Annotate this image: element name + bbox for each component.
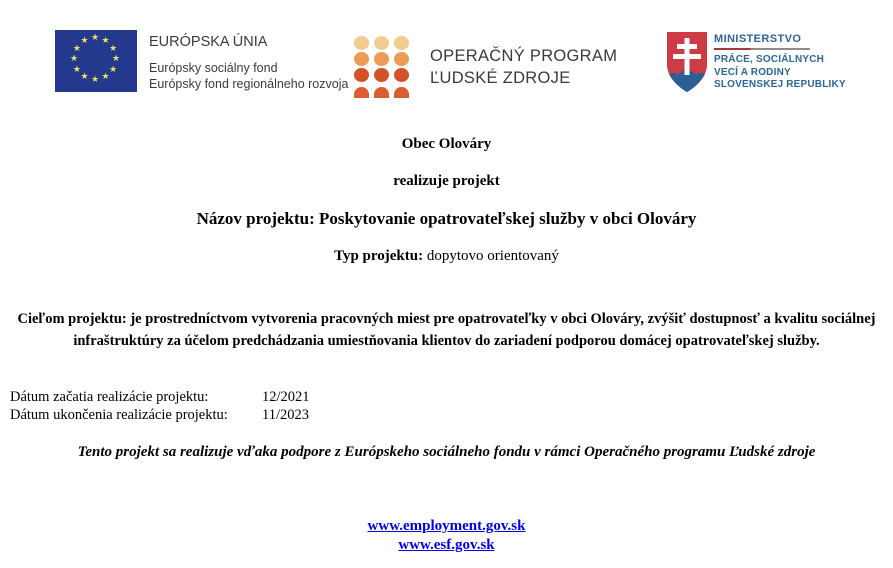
oplz-dot-icon: [374, 52, 389, 66]
project-type-line: [0, 248, 893, 265]
eu-flag-icon: [55, 30, 137, 92]
oplz-dot-icon: [354, 36, 369, 50]
eu-logo-text: [149, 30, 348, 92]
eu-star-icon: ★: [101, 35, 110, 46]
ministry-title: MINISTERSTVO: [714, 33, 802, 45]
project-type-value: dopytovo orientovaný: [426, 248, 559, 264]
project-type-label: Typ projektu:: [334, 248, 424, 264]
oplz-dot-icon: [354, 52, 369, 66]
eu-fund-line1: Európsky sociálny fond: [149, 61, 278, 75]
eu-fund-line2: Európsky fond regionálneho rozvoja: [149, 77, 349, 91]
project-goal-text: je prostredníctvom vytvorenia pracovných miest pre opatrovateľky v obci Olováry, zvýšiť dostupnosť a kvalitu sociálnej infraštruktúry za účelom predchádzania umiestňovania klientov do zariadení podporou domácej opatrovateľskej služby.: [73, 311, 876, 349]
eu-star-icon: ★: [101, 72, 110, 83]
eu-star-icon: ★: [109, 64, 118, 75]
eu-funds: [149, 60, 348, 92]
project-dates: [10, 388, 410, 424]
project-goal: [0, 309, 893, 352]
project-goal-label: Cieľom projektu:: [17, 311, 127, 327]
oplz-logo-text: [430, 45, 617, 89]
eu-title: EURÓPSKA ÚNIA: [149, 34, 268, 50]
eu-star-icon: ★: [70, 54, 79, 64]
eu-star-icon: ★: [91, 75, 100, 85]
project-title: Názov projektu: Poskytovanie opatrovateľskej služby v obci Olováry: [196, 209, 697, 228]
oplz-dot-icon: [394, 87, 409, 98]
end-date-label: Dátum ukončenia realizácie projektu:: [10, 407, 228, 423]
ministry-logo-text: [714, 33, 854, 92]
eu-star-icon: ★: [112, 54, 121, 64]
oplz-dot-icon: [394, 68, 409, 82]
eu-star-icon: ★: [91, 33, 100, 43]
ministry-divider: [714, 48, 810, 50]
eu-logo: [55, 30, 348, 92]
oplz-dot-icon: [394, 36, 409, 50]
esf-gov-link[interactable]: www.esf.gov.sk: [398, 536, 495, 553]
employment-gov-link[interactable]: www.employment.gov.sk: [367, 518, 526, 534]
ministry-subtitle: PRÁCE, SOCIÁLNYCH VECÍ A RODINY SLOVENSKEJ REPUBLIKY: [714, 54, 846, 90]
eu-star-icon: ★: [80, 35, 89, 46]
oplz-line2: ĽUDSKÉ ZDROJE: [430, 69, 571, 87]
oplz-dot-icon: [354, 87, 369, 98]
footer-links: [0, 517, 893, 554]
oplz-dot-icon: [374, 68, 389, 82]
eu-star-icon: ★: [72, 64, 81, 75]
oplz-dot-icon: [354, 68, 369, 82]
start-date-row: [10, 388, 410, 406]
eu-star-icon: ★: [109, 43, 118, 54]
intro-line: realizuje projekt: [393, 173, 500, 189]
start-date-label: Dátum začatia realizácie projektu:: [10, 389, 209, 405]
oplz-dot-icon: [374, 36, 389, 50]
funding-note: Tento projekt sa realizuje vďaka podpore z Európskeho sociálneho fondu v rámci Operačného programu Ľudské zdroje: [77, 444, 816, 460]
oplz-line1: OPERAČNÝ PROGRAM: [430, 47, 618, 65]
organization-name: Obec Olováry: [401, 136, 492, 152]
start-date-value: 12/2021: [262, 389, 310, 405]
oplz-dot-icon: [374, 87, 389, 98]
oplz-dot-icon: [394, 52, 409, 66]
eu-star-icon: ★: [72, 43, 81, 54]
slovak-coat-of-arms-icon: [666, 31, 708, 98]
eu-star-icon: ★: [80, 72, 89, 83]
end-date-value: 11/2023: [262, 407, 309, 423]
end-date-row: [10, 406, 410, 424]
oplz-dots-logo: [354, 36, 409, 98]
